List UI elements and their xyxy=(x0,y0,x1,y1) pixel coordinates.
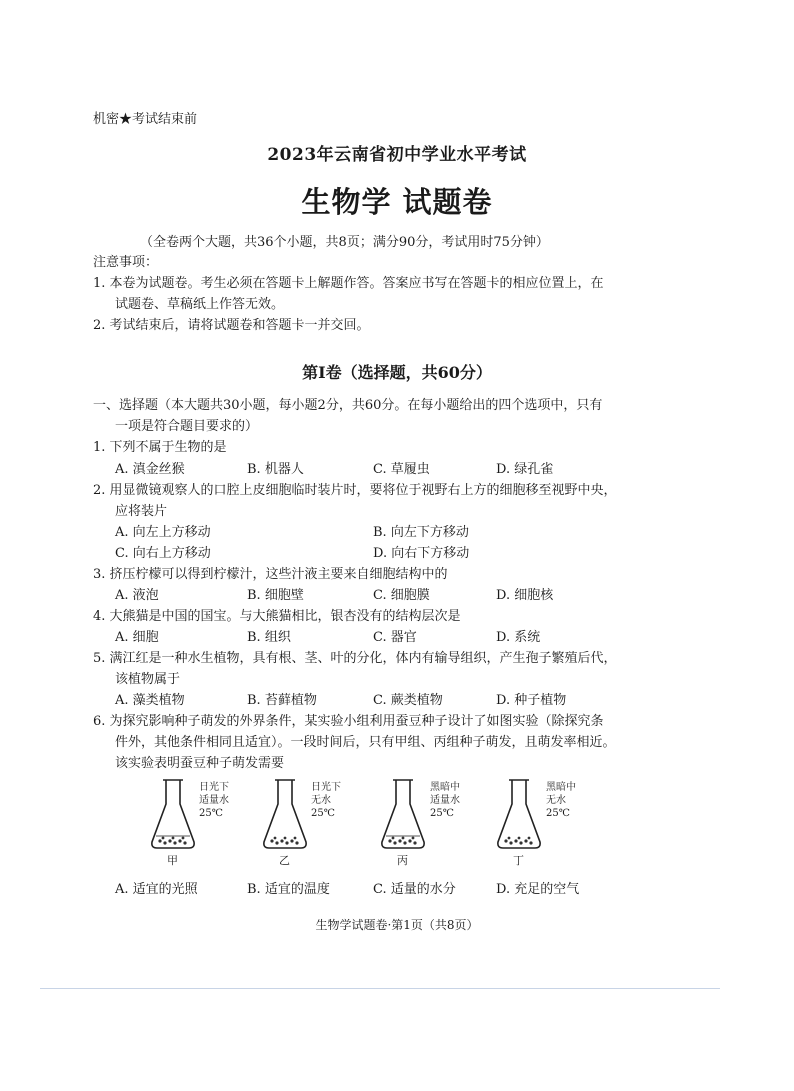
q6-option-a: A. 适宜的光照 xyxy=(115,882,198,897)
question-2-stem-cont: 应将装片 xyxy=(115,504,168,519)
flask-ding-condition: 无水 xyxy=(546,795,566,806)
flask-ding-icon xyxy=(494,778,544,850)
q4-option-b: B. 组织 xyxy=(247,630,291,645)
flask-yi-condition: 日光下 xyxy=(311,782,341,793)
q6-option-d: D. 充足的空气 xyxy=(496,882,580,897)
notice-item: 1. 本卷为试题卷。考生必须在答题卡上解题作答。答案应书写在答题卡的相应位置上，在 xyxy=(93,276,604,291)
question-5-stem-cont: 该植物属于 xyxy=(115,672,181,687)
q5-option-a: A. 藻类植物 xyxy=(115,693,185,708)
flask-yi-condition: 25℃ xyxy=(311,808,335,819)
question-6-stem-cont: 该实验表明蚕豆种子萌发需要 xyxy=(115,756,285,771)
flask-bing-icon xyxy=(378,778,428,850)
q2-option-b: B. 向左下方移动 xyxy=(373,525,469,540)
q3-option-c: C. 细胞膜 xyxy=(373,588,430,603)
question-1-stem: 1. 下列不属于生物的是 xyxy=(93,440,227,455)
q5-option-d: D. 种子植物 xyxy=(496,693,567,708)
flask-jia-label: 甲 xyxy=(167,854,178,867)
q4-option-a: A. 细胞 xyxy=(115,630,159,645)
q3-option-d: D. 细胞核 xyxy=(496,588,554,603)
q1-option-a: A. 滇金丝猴 xyxy=(115,462,185,477)
q1-option-d: D. 绿孔雀 xyxy=(496,462,554,477)
flask-jia-condition: 日光下 xyxy=(199,782,229,793)
question-3-stem: 3. 挤压柠檬可以得到柠檬汁，这些汁液主要来自细胞结构中的 xyxy=(93,567,448,582)
flask-bing-condition: 适量水 xyxy=(430,795,460,806)
q3-option-b: B. 细胞壁 xyxy=(247,588,304,603)
section-instruction-cont: 一项是符合题目要求的） xyxy=(115,419,259,434)
page-footer: 生物学试题卷·第1页（共8页） xyxy=(315,918,479,932)
flask-bing-condition: 黑暗中 xyxy=(430,782,460,793)
section-instruction: 一、选择题（本大题共30小题，每小题2分，共60分。在每小题给出的四个选项中，只有 xyxy=(93,398,603,413)
q6-option-b: B. 适宜的温度 xyxy=(247,882,330,897)
q2-option-a: A. 向左上方移动 xyxy=(115,525,211,540)
question-5-stem: 5. 满江红是一种水生植物，具有根、茎、叶的分化，体内有输导组织，产生孢子繁殖后代， xyxy=(93,651,617,666)
flask-jia-condition: 25℃ xyxy=(199,808,223,819)
q1-option-c: C. 草履虫 xyxy=(373,462,430,477)
q2-option-c: C. 向右上方移动 xyxy=(115,546,211,561)
q5-option-c: C. 蕨类植物 xyxy=(373,693,443,708)
notice-item: 2. 考试结束后，请将试题卷和答题卡一并交回。 xyxy=(93,318,370,333)
q4-option-d: D. 系统 xyxy=(496,630,541,645)
exam-title: 2023年云南省初中学业水平考试 xyxy=(267,145,527,165)
flask-jia-icon xyxy=(148,778,198,850)
scan-divider xyxy=(40,988,720,989)
q6-option-c: C. 适量的水分 xyxy=(373,882,456,897)
q5-option-b: B. 苔藓植物 xyxy=(247,693,317,708)
notice-item-cont: 试题卷、草稿纸上作答无效。 xyxy=(115,297,285,312)
flask-bing-condition: 25℃ xyxy=(430,808,454,819)
flask-yi-condition: 无水 xyxy=(311,795,331,806)
flask-yi-icon xyxy=(260,778,310,850)
question-6-stem-cont: 件外，其他条件相同且适宜）。一段时间后，只有甲组、丙组种子萌发，且萌发率相近。 xyxy=(115,735,616,750)
subject-title: 生物学 试题卷 xyxy=(301,185,493,219)
flask-ding-condition: 黑暗中 xyxy=(546,782,576,793)
flask-yi-label: 乙 xyxy=(279,854,290,867)
secret-mark: 机密★考试结束前 xyxy=(93,112,198,127)
notice-heading: 注意事项： xyxy=(93,255,159,270)
q2-option-d: D. 向右下方移动 xyxy=(373,546,470,561)
question-4-stem: 4. 大熊猫是中国的国宝。与大熊猫相比，银杏没有的结构层次是 xyxy=(93,609,461,624)
question-6-stem: 6. 为探究影响种子萌发的外界条件，某实验小组利用蚕豆种子设计了如图实验（除探究条 xyxy=(93,714,604,729)
exam-info: （全卷两个大题，共36个小题，共8页；满分90分，考试用时75分钟） xyxy=(140,235,549,250)
q3-option-a: A. 液泡 xyxy=(115,588,159,603)
q1-option-b: B. 机器人 xyxy=(247,462,304,477)
section-title: 第Ⅰ卷（选择题，共60分） xyxy=(302,363,492,382)
question-2-stem: 2. 用显微镜观察人的口腔上皮细胞临时装片时，要将位于视野右上方的细胞移至视野中央， xyxy=(93,483,617,498)
flask-ding-label: 丁 xyxy=(513,854,524,867)
flask-bing-label: 丙 xyxy=(397,854,408,867)
q4-option-c: C. 器官 xyxy=(373,630,417,645)
flask-ding-condition: 25℃ xyxy=(546,808,570,819)
flask-jia-condition: 适量水 xyxy=(199,795,229,806)
